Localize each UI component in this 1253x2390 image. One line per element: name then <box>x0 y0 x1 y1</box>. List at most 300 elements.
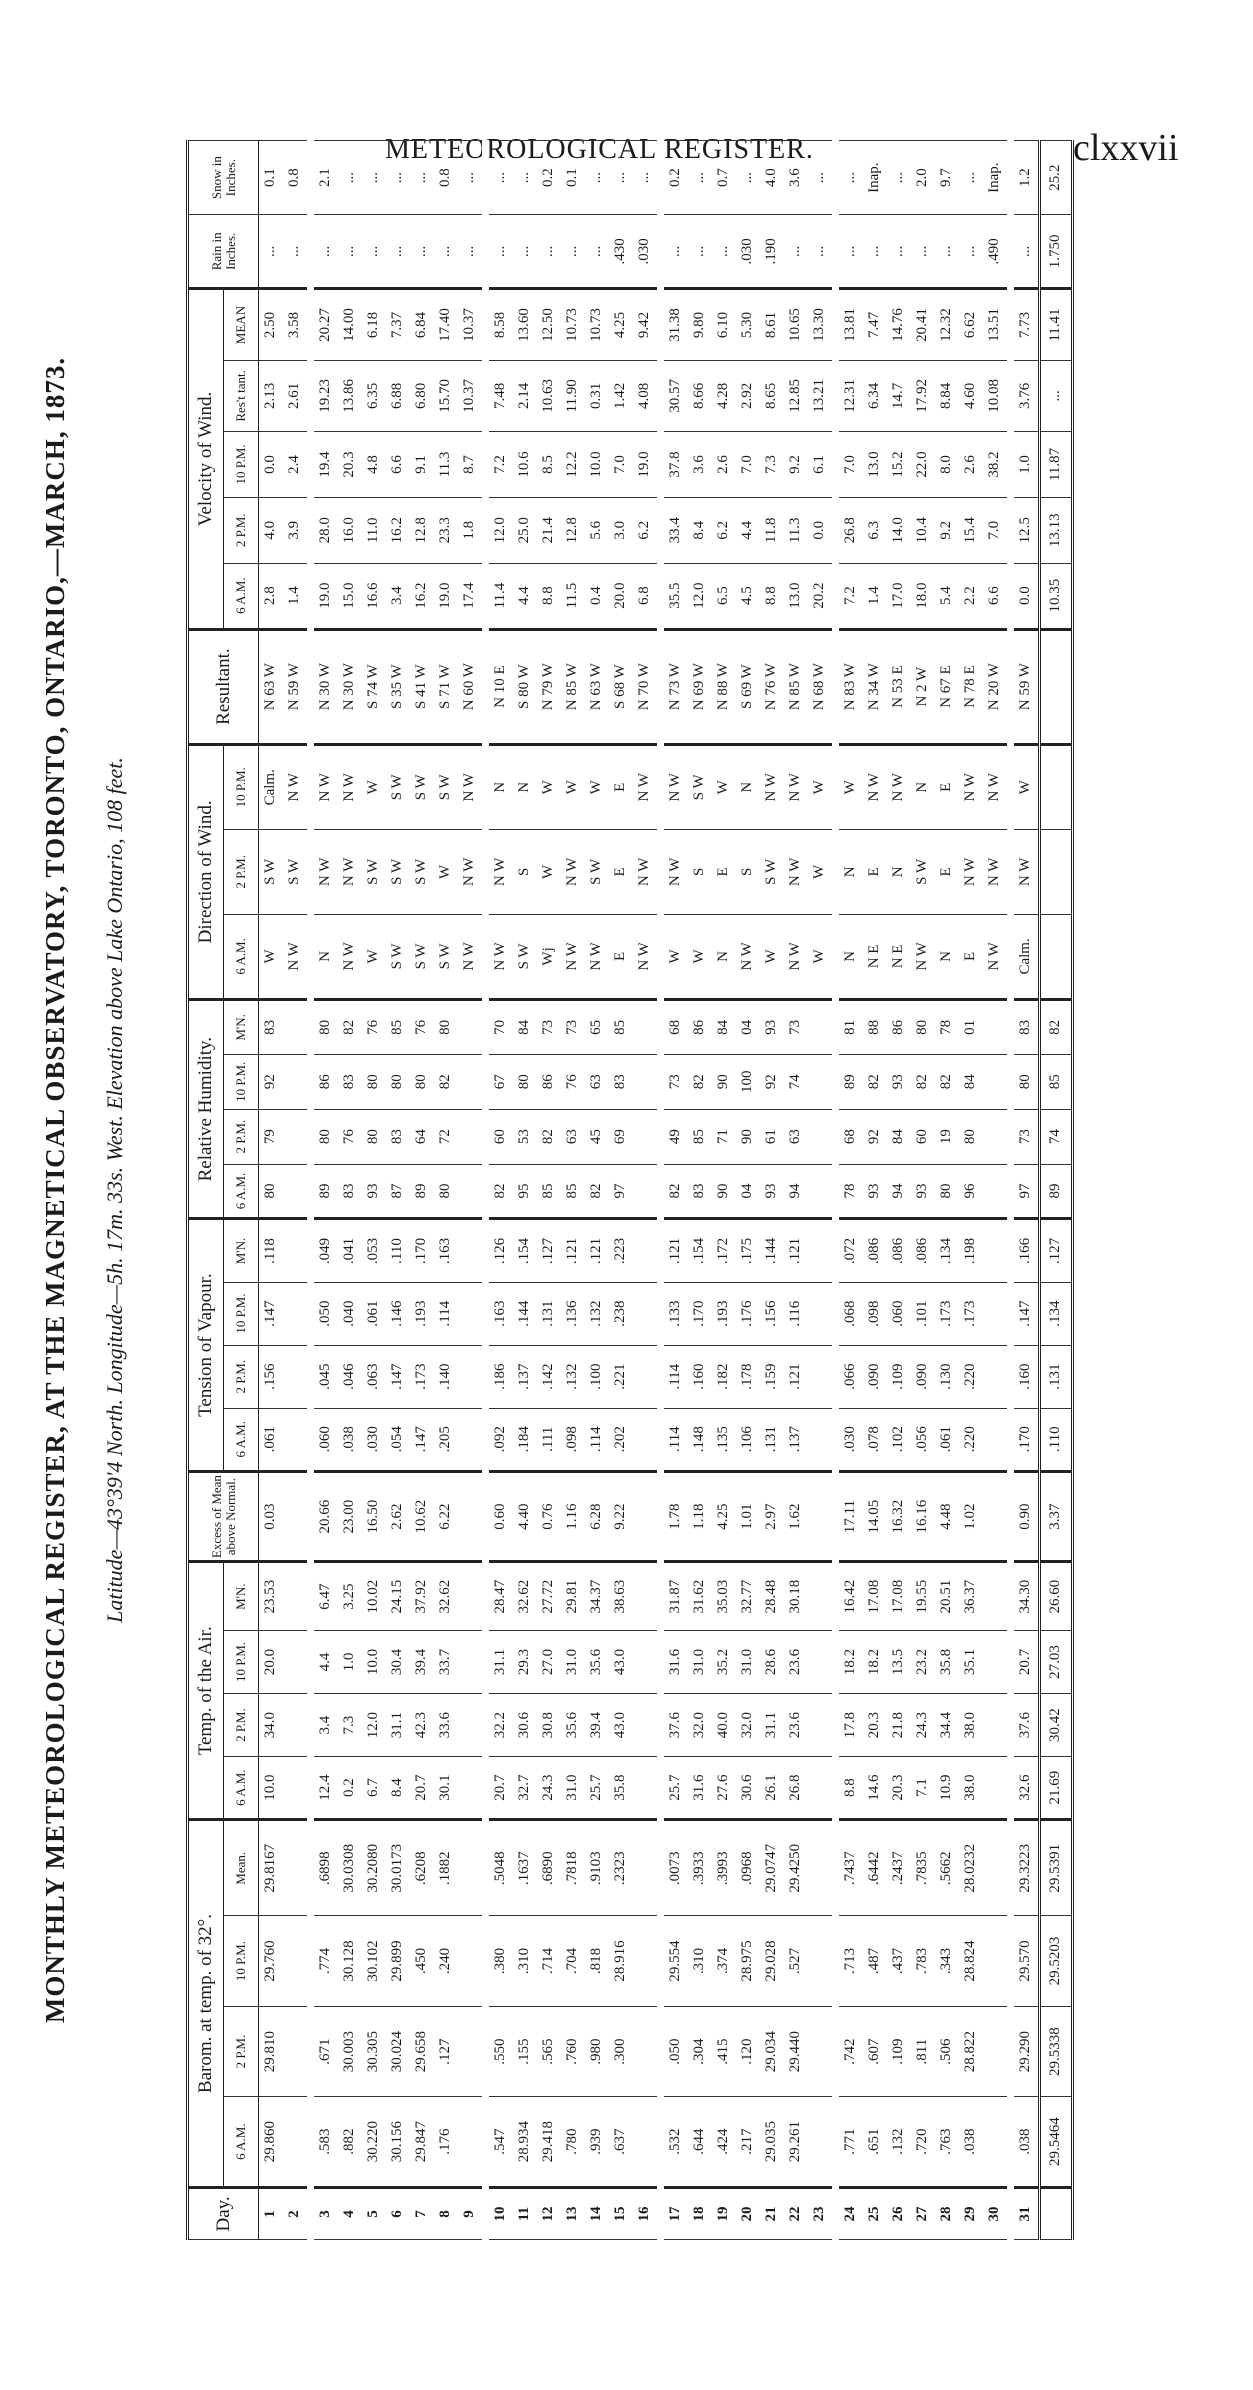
cell-h2: 68 <box>836 1109 864 1164</box>
cell-t2: 21.8 <box>887 1694 911 1757</box>
cell-tm: 37.92 <box>410 1562 434 1631</box>
subheader-row <box>224 141 259 2240</box>
barometer-header: Barom. at temp. of 32°. <box>188 1820 224 2188</box>
cell-tm: 32.62 <box>434 1562 458 1631</box>
cell-v10: .163 <box>486 1282 514 1345</box>
cell-d10: W <box>362 744 386 829</box>
cell-t6: 32.6 <box>1011 1757 1040 1820</box>
cell-d2: N W <box>983 829 1011 914</box>
cell-vm: .166 <box>1011 1219 1040 1282</box>
cell-snow: ... <box>688 141 712 215</box>
cell-w2: 0.0 <box>808 497 836 563</box>
cell-snow: ... <box>458 141 486 215</box>
cell-hm: 04 <box>736 999 760 1054</box>
cell-d6: W <box>688 914 712 999</box>
cell-t10: 20.0 <box>259 1630 284 1693</box>
cell-hm <box>283 999 311 1054</box>
cell-d6: N <box>935 914 959 999</box>
table-row <box>760 141 784 2240</box>
cell-rain: ... <box>311 215 339 289</box>
cell-v2: .220 <box>959 1345 983 1408</box>
cell-v6 <box>983 1408 1011 1471</box>
cell-d2: N W <box>784 829 808 914</box>
cell-h10: 82 <box>688 1054 712 1109</box>
table-row <box>283 141 311 2240</box>
cell-h2: 19 <box>935 1109 959 1164</box>
cell-w10: 38.2 <box>983 432 1011 498</box>
cell-res: N 68 W <box>808 629 836 744</box>
col-t2: 2 P.M. <box>224 1694 259 1757</box>
cell-h10: 80 <box>362 1054 386 1109</box>
cell-v6: .111 <box>537 1408 561 1471</box>
table-row <box>311 141 339 2240</box>
cell-vm: .086 <box>863 1219 887 1282</box>
cell-w10: 19.0 <box>633 432 661 498</box>
cell-b10: 29.570 <box>1011 1916 1040 2007</box>
cell-v6: .060 <box>311 1408 339 1471</box>
cell-v6 <box>458 1408 486 1471</box>
cell-t6: 31.6 <box>688 1757 712 1820</box>
cell-d2: N <box>836 829 864 914</box>
cell-day: 9 <box>458 2187 486 2239</box>
cell-bm: 29.3223 <box>1011 1820 1040 1916</box>
cell-t10 <box>633 1630 661 1693</box>
cell-t2: 34.0 <box>259 1694 284 1757</box>
cell-day: 16 <box>633 2187 661 2239</box>
cell-wm: 7.37 <box>386 289 410 360</box>
cell-tm: 24.15 <box>386 1562 410 1631</box>
cell-res: N 20 W <box>983 629 1011 744</box>
cell-h10: 67 <box>486 1054 514 1109</box>
cell-v10: .132 <box>585 1282 609 1345</box>
cell-res: N 2 W <box>911 629 935 744</box>
cell-w10: 37.8 <box>661 432 689 498</box>
cell-d6: Calm. <box>1011 914 1040 999</box>
cell-b2 <box>458 2006 486 2097</box>
cell-ex: 2.62 <box>386 1471 410 1562</box>
cell-h10: 92 <box>760 1054 784 1109</box>
col-h10: 10 P.M. <box>224 1054 259 1109</box>
register-body <box>259 141 1040 2240</box>
register-subtitle: Latitude—43°39'4 North. Longitude—5h. 17m. 33s. West. Elevation above Lake Ontario, 108 feet. <box>102 757 127 1623</box>
cell-d6: S W <box>434 914 458 999</box>
cell-day: 11 <box>513 2187 537 2239</box>
col-w10: 10 P.M. <box>224 432 259 498</box>
cell-v2: .045 <box>311 1345 339 1408</box>
cell-d2: E <box>712 829 736 914</box>
cell-b10: 28.975 <box>736 1916 760 2007</box>
cell-rain: ... <box>935 215 959 289</box>
cell-hm: 93 <box>760 999 784 1054</box>
cell-res: N 85 W <box>561 629 585 744</box>
cell-day: 29 <box>959 2187 983 2239</box>
cell-ex: 1.01 <box>736 1471 760 1562</box>
cell-w2: 6.3 <box>863 497 887 563</box>
cell-b2: .127 <box>434 2006 458 2097</box>
cell-b10: 28.916 <box>609 1916 633 2007</box>
cell-b6: .132 <box>887 2097 911 2188</box>
cell-v2: .114 <box>661 1345 689 1408</box>
snow-header: Snow in Inches. <box>188 141 259 215</box>
cell-v2: .063 <box>362 1345 386 1408</box>
cell-h2: 60 <box>486 1109 514 1164</box>
cell-w2: 8.4 <box>688 497 712 563</box>
cell-day: 20 <box>736 2187 760 2239</box>
cell-wm: 3.58 <box>283 289 311 360</box>
cell-b6: 29.035 <box>760 2097 784 2188</box>
cell-b2: 29.810 <box>259 2006 284 2097</box>
cell-tm: 16.42 <box>836 1562 864 1631</box>
cell-w10: 22.0 <box>911 432 935 498</box>
cell-b10 <box>983 1916 1011 2007</box>
cell-ex: 0.90 <box>1011 1471 1040 1562</box>
cell-v6: .184 <box>513 1408 537 1471</box>
cell-w6: 6.6 <box>983 563 1011 629</box>
cell-d10: N <box>911 744 935 829</box>
cell-t2: 30.6 <box>513 1694 537 1757</box>
cell-h10: 73 <box>661 1054 689 1109</box>
cell-d10: N W <box>983 744 1011 829</box>
cell-h6: 96 <box>959 1164 983 1219</box>
cell-tm: 32.77 <box>736 1562 760 1631</box>
cell-v2 <box>458 1345 486 1408</box>
col-tm: M'N. <box>224 1562 259 1631</box>
cell-t6: 30.6 <box>736 1757 760 1820</box>
cell-bm <box>633 1820 661 1916</box>
col-b10: 10 P.M. <box>224 1916 259 2007</box>
cell-v10: .176 <box>736 1282 760 1345</box>
cell-b2: .565 <box>537 2006 561 2097</box>
cell-vm: .154 <box>513 1219 537 1282</box>
cell-b10: 29.899 <box>386 1916 410 2007</box>
cell-day: 8 <box>434 2187 458 2239</box>
cell-t10: 31.0 <box>688 1630 712 1693</box>
cell-hm: 81 <box>836 999 864 1054</box>
cell-h6 <box>808 1164 836 1219</box>
cell-wr: 7.48 <box>486 360 514 431</box>
cell-b6: .176 <box>434 2097 458 2188</box>
cell-v10: .061 <box>362 1282 386 1345</box>
cell-bm: .1882 <box>434 1820 458 1916</box>
cell-d2: W <box>434 829 458 914</box>
cell-h10: 100 <box>736 1054 760 1109</box>
cell-b6: 30.156 <box>386 2097 410 2188</box>
cell-h10: 82 <box>863 1054 887 1109</box>
cell-t6: 25.7 <box>585 1757 609 1820</box>
day-header: Day. <box>188 2187 259 2239</box>
col-vm: M'N. <box>224 1219 259 1282</box>
cell-res: N 67 E <box>935 629 959 744</box>
cell-b2: .109 <box>887 2006 911 2097</box>
cell-t6: 8.8 <box>836 1757 864 1820</box>
cell-v6: .056 <box>911 1408 935 1471</box>
cell-v6: .135 <box>712 1408 736 1471</box>
cell-day: 24 <box>836 2187 864 2239</box>
cell-w10: 12.2 <box>561 432 585 498</box>
cell-hm: 82 <box>338 999 362 1054</box>
cell-h2 <box>458 1109 486 1164</box>
velocity-header: Velocity of Wind. <box>188 289 224 629</box>
cell-t10: 4.4 <box>311 1630 339 1693</box>
cell-w6: 7.2 <box>836 563 864 629</box>
cell-snow: 4.0 <box>760 141 784 215</box>
cell-ex <box>283 1471 311 1562</box>
cell-wm: 17.40 <box>434 289 458 360</box>
cell-rain: ... <box>338 215 362 289</box>
totals-row <box>1040 141 1073 2240</box>
cell-b2: .506 <box>935 2006 959 2097</box>
cell-d6: N W <box>585 914 609 999</box>
cell-b6: .771 <box>836 2097 864 2188</box>
cell-v2 <box>808 1345 836 1408</box>
cell-bm: 30.2080 <box>362 1820 386 1916</box>
cell-t6: 20.7 <box>410 1757 434 1820</box>
cell-wr: 0.31 <box>585 360 609 431</box>
cell-rain: ... <box>410 215 434 289</box>
cell-day: 7 <box>410 2187 434 2239</box>
cell-d2: S W <box>362 829 386 914</box>
cell-bm: .7818 <box>561 1820 585 1916</box>
cell-h6: 93 <box>863 1164 887 1219</box>
cell-tm: 32.62 <box>513 1562 537 1631</box>
cell-day: 12 <box>537 2187 561 2239</box>
cell-d6: N <box>311 914 339 999</box>
cell-v10: .147 <box>1011 1282 1040 1345</box>
cell-v2: .160 <box>688 1345 712 1408</box>
cell-t6: 38.0 <box>959 1757 983 1820</box>
cell-res: N 30 W <box>338 629 362 744</box>
cell-d6: N W <box>486 914 514 999</box>
cell-t6 <box>633 1757 661 1820</box>
cell-res: N 79 W <box>537 629 561 744</box>
cell-w6: 17.0 <box>887 563 911 629</box>
cell-t2: 30.8 <box>537 1694 561 1757</box>
cell-d6 <box>1040 914 1073 999</box>
cell-v2: .173 <box>410 1345 434 1408</box>
cell-b6: 29.261 <box>784 2097 808 2188</box>
cell-h6: 82 <box>661 1164 689 1219</box>
table-row <box>486 141 514 2240</box>
humidity-header: Relative Humidity. <box>188 999 224 1219</box>
cell-d6: N E <box>863 914 887 999</box>
cell-v6: .114 <box>585 1408 609 1471</box>
cell-h6: 82 <box>585 1164 609 1219</box>
cell-w2: 11.0 <box>362 497 386 563</box>
cell-h2: 69 <box>609 1109 633 1164</box>
cell-b2: 29.290 <box>1011 2006 1040 2097</box>
cell-wr: 8.84 <box>935 360 959 431</box>
cell-rain: ... <box>808 215 836 289</box>
cell-b6: .583 <box>311 2097 339 2188</box>
table-row <box>935 141 959 2240</box>
cell-ex <box>458 1471 486 1562</box>
cell-wm: 20.27 <box>311 289 339 360</box>
cell-t2: 37.6 <box>661 1694 689 1757</box>
cell-ex: 3.37 <box>1040 1471 1073 1562</box>
cell-d6: E <box>959 914 983 999</box>
cell-v2: .178 <box>736 1345 760 1408</box>
cell-h6: 94 <box>784 1164 808 1219</box>
cell-h6: 83 <box>338 1164 362 1219</box>
cell-v2: .109 <box>887 1345 911 1408</box>
cell-t2 <box>808 1694 836 1757</box>
table-row <box>259 141 284 2240</box>
cell-w6: 2.2 <box>959 563 983 629</box>
cell-w2: 14.0 <box>887 497 911 563</box>
cell-v2: .156 <box>259 1345 284 1408</box>
cell-hm: 85 <box>386 999 410 1054</box>
cell-h10: 82 <box>911 1054 935 1109</box>
cell-bm <box>458 1820 486 1916</box>
cell-bm: .0968 <box>736 1820 760 1916</box>
table-row <box>386 141 410 2240</box>
cell-snow: ... <box>386 141 410 215</box>
cell-bm: 30.0173 <box>386 1820 410 1916</box>
cell-h10: 86 <box>537 1054 561 1109</box>
cell-d2: S W <box>410 829 434 914</box>
cell-snow: 0.1 <box>259 141 284 215</box>
cell-t6: 8.4 <box>386 1757 410 1820</box>
cell-ex <box>808 1471 836 1562</box>
cell-d6: S W <box>513 914 537 999</box>
cell-wr: 15.70 <box>434 360 458 431</box>
cell-d2: S <box>736 829 760 914</box>
cell-v6: .147 <box>410 1408 434 1471</box>
cell-w6: 4.5 <box>736 563 760 629</box>
cell-rain: ... <box>458 215 486 289</box>
cell-h6: 95 <box>513 1164 537 1219</box>
cell-w10: 2.6 <box>959 432 983 498</box>
cell-day: 22 <box>784 2187 808 2239</box>
cell-vm: .118 <box>259 1219 284 1282</box>
cell-b2: .607 <box>863 2006 887 2097</box>
cell-wm: 6.10 <box>712 289 736 360</box>
cell-h2: 79 <box>259 1109 284 1164</box>
cell-tm: 38.63 <box>609 1562 633 1631</box>
col-w2: 2 P.M. <box>224 497 259 563</box>
col-v10: 10 P.M. <box>224 1282 259 1345</box>
cell-tm: 6.47 <box>311 1562 339 1631</box>
cell-tm: 28.47 <box>486 1562 514 1631</box>
cell-d6: N W <box>983 914 1011 999</box>
cell-bm: .7437 <box>836 1820 864 1916</box>
cell-h6: 97 <box>609 1164 633 1219</box>
cell-d10: N W <box>338 744 362 829</box>
cell-b6: .939 <box>585 2097 609 2188</box>
cell-w2: 12.8 <box>561 497 585 563</box>
cell-w2: 12.8 <box>410 497 434 563</box>
cell-d6: W <box>808 914 836 999</box>
cell-w6: 0.0 <box>1011 563 1040 629</box>
cell-bm: .6208 <box>410 1820 434 1916</box>
table-row <box>1011 141 1040 2240</box>
cell-t2: 37.6 <box>1011 1694 1040 1757</box>
cell-t10: 18.2 <box>836 1630 864 1693</box>
table-row <box>688 141 712 2240</box>
cell-v2 <box>983 1345 1011 1408</box>
cell-ex: 20.66 <box>311 1471 339 1562</box>
cell-v2: .130 <box>935 1345 959 1408</box>
cell-b6: .038 <box>959 2097 983 2188</box>
cell-snow: Inap. <box>983 141 1011 215</box>
cell-v6: .220 <box>959 1408 983 1471</box>
cell-day: 28 <box>935 2187 959 2239</box>
table-row <box>410 141 434 2240</box>
cell-t10: 10.0 <box>362 1630 386 1693</box>
cell-h2: 80 <box>362 1109 386 1164</box>
cell-wm: 10.37 <box>458 289 486 360</box>
cell-rain: ... <box>561 215 585 289</box>
cell-t6: 35.8 <box>609 1757 633 1820</box>
cell-w2: 21.4 <box>537 497 561 563</box>
cell-wm: 9.42 <box>633 289 661 360</box>
cell-w2: 25.0 <box>513 497 537 563</box>
cell-bm: .2323 <box>609 1820 633 1916</box>
cell-rain: ... <box>688 215 712 289</box>
cell-hm <box>808 999 836 1054</box>
cell-b6: .217 <box>736 2097 760 2188</box>
cell-tm: 17.08 <box>863 1562 887 1631</box>
cell-ex: 17.11 <box>836 1471 864 1562</box>
cell-d10: W <box>712 744 736 829</box>
cell-vm: .223 <box>609 1219 633 1282</box>
cell-rain: ... <box>887 215 911 289</box>
cell-wm: 7.73 <box>1011 289 1040 360</box>
cell-d6: N W <box>784 914 808 999</box>
cell-h2: 74 <box>1040 1109 1073 1164</box>
cell-d6: N E <box>887 914 911 999</box>
cell-w6: 13.0 <box>784 563 808 629</box>
cell-t6: 10.0 <box>259 1757 284 1820</box>
cell-d10: W <box>1011 744 1040 829</box>
cell-b10 <box>808 1916 836 2007</box>
cell-v2: .132 <box>561 1345 585 1408</box>
cell-t10 <box>983 1630 1011 1693</box>
cell-v2: .090 <box>863 1345 887 1408</box>
cell-tm: 30.18 <box>784 1562 808 1631</box>
cell-day: 4 <box>338 2187 362 2239</box>
cell-v10: .146 <box>386 1282 410 1345</box>
cell-w2: 11.3 <box>784 497 808 563</box>
cell-wr: 10.37 <box>458 360 486 431</box>
cell-t10: 35.8 <box>935 1630 959 1693</box>
cell-w10: 2.6 <box>712 432 736 498</box>
cell-d10: W <box>537 744 561 829</box>
cell-h10: 89 <box>836 1054 864 1109</box>
cell-ex: 4.40 <box>513 1471 537 1562</box>
cell-v10: .173 <box>935 1282 959 1345</box>
cell-h10 <box>283 1054 311 1109</box>
cell-day: 19 <box>712 2187 736 2239</box>
table-row <box>959 141 983 2240</box>
cell-b6: .763 <box>935 2097 959 2188</box>
cell-v6: .170 <box>1011 1408 1040 1471</box>
table-row <box>537 141 561 2240</box>
cell-hm: 73 <box>561 999 585 1054</box>
cell-d2: E <box>935 829 959 914</box>
cell-d10: N W <box>633 744 661 829</box>
cell-d6: N W <box>283 914 311 999</box>
cell-v6: .205 <box>434 1408 458 1471</box>
cell-d2: S <box>688 829 712 914</box>
cell-day: 21 <box>760 2187 784 2239</box>
cell-v10: .156 <box>760 1282 784 1345</box>
table-row <box>434 141 458 2240</box>
cell-b6: .882 <box>338 2097 362 2188</box>
cell-h2: 82 <box>537 1109 561 1164</box>
cell-hm: 84 <box>513 999 537 1054</box>
cell-t10: 20.7 <box>1011 1630 1040 1693</box>
